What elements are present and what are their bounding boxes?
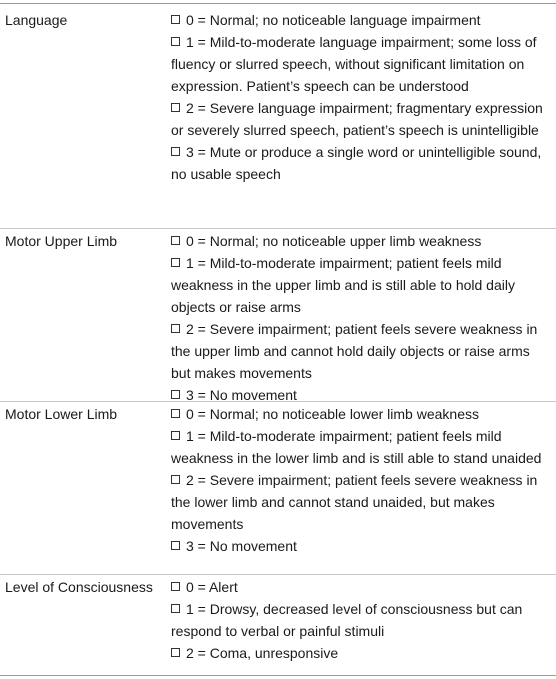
option-lower-limb-1[interactable]: [171, 425, 553, 469]
table-row-level-of-consciousness: [0, 576, 556, 674]
option-text: 1 = Mild-to-moderate impairment; patient feels mild weakness in the upper limb and is still able to hold daily objects or raise arms: [171, 255, 515, 315]
checkbox-icon[interactable]: [171, 258, 180, 267]
option-upper-limb-2[interactable]: [171, 318, 553, 384]
option-consciousness-0[interactable]: [171, 576, 553, 598]
row-options-motor-lower-limb: [171, 403, 553, 557]
row-label-level-of-consciousness: Level of Consciousness: [5, 579, 153, 595]
option-text: 1 = Mild-to-moderate language impairment; some loss of fluency or slurred speech, without significant limitation on expression. Patient’s speech can be understood: [171, 34, 537, 94]
option-language-1[interactable]: [171, 31, 553, 97]
option-consciousness-2[interactable]: [171, 642, 553, 664]
option-text: 3 = Mute or produce a single word or unintelligible sound, no usable speech: [171, 144, 542, 182]
row-options-language: [171, 9, 553, 185]
checkbox-icon[interactable]: [171, 324, 180, 333]
table-row-motor-upper-limb: [0, 230, 556, 403]
option-upper-limb-0[interactable]: [171, 230, 553, 252]
option-text: 0 = Normal; no noticeable language impairment: [186, 12, 481, 28]
option-text: 2 = Severe impairment; patient feels severe weakness in the lower limb and cannot stand unaided, but makes movements: [171, 472, 538, 532]
row-divider: [0, 401, 556, 402]
checkbox-icon[interactable]: [171, 390, 180, 399]
option-text: 2 = Severe impairment; patient feels severe weakness in the upper limb and cannot hold daily objects or raise arms but makes movements: [171, 321, 538, 381]
row-label-motor-lower-limb: Motor Lower Limb: [5, 406, 118, 422]
option-lower-limb-3[interactable]: [171, 535, 553, 557]
option-language-3[interactable]: [171, 141, 553, 185]
checkbox-icon[interactable]: [171, 409, 180, 418]
option-consciousness-1[interactable]: [171, 598, 553, 642]
option-text: 2 = Severe language impairment; fragmentary expression or severely slurred speech, patient’s speech is unintelligible: [171, 100, 543, 138]
table-bottom-rule: [0, 675, 556, 676]
checkbox-icon[interactable]: [171, 15, 180, 24]
checkbox-icon[interactable]: [171, 604, 180, 613]
checkbox-icon[interactable]: [171, 541, 180, 550]
checkbox-icon[interactable]: [171, 103, 180, 112]
checkbox-icon[interactable]: [171, 431, 180, 440]
checkbox-icon[interactable]: [171, 582, 180, 591]
option-upper-limb-1[interactable]: [171, 252, 553, 318]
option-text: 2 = Coma, unresponsive: [186, 645, 339, 661]
option-text: 0 = Normal; no noticeable upper limb weakness: [186, 233, 482, 249]
option-text: 0 = Normal; no noticeable lower limb weakness: [186, 406, 479, 422]
table-row-language: [0, 9, 556, 228]
option-lower-limb-2[interactable]: [171, 469, 553, 535]
option-text: 1 = Mild-to-moderate impairment; patient feels mild weakness in the lower limb and is still able to stand unaided: [171, 428, 542, 466]
table-top-rule: [0, 3, 556, 4]
option-text: 1 = Drowsy, decreased level of consciousness but can respond to verbal or painful stimuli: [171, 601, 523, 639]
row-label-language: Language: [5, 12, 68, 28]
option-language-0[interactable]: [171, 9, 553, 31]
row-options-level-of-consciousness: [171, 576, 553, 664]
row-label-motor-upper-limb: Motor Upper Limb: [5, 233, 118, 249]
row-divider: [0, 574, 556, 575]
option-lower-limb-0[interactable]: [171, 403, 553, 425]
option-text: 3 = No movement: [186, 387, 297, 403]
checkbox-icon[interactable]: [171, 236, 180, 245]
checkbox-icon[interactable]: [171, 147, 180, 156]
row-divider: [0, 228, 556, 229]
table-row-motor-lower-limb: [0, 403, 556, 573]
checkbox-icon[interactable]: [171, 37, 180, 46]
checkbox-icon[interactable]: [171, 475, 180, 484]
option-language-2[interactable]: [171, 97, 553, 141]
checkbox-icon[interactable]: [171, 648, 180, 657]
option-text: 3 = No movement: [186, 538, 297, 554]
option-text: 0 = Alert: [186, 579, 238, 595]
row-options-motor-upper-limb: [171, 230, 553, 406]
